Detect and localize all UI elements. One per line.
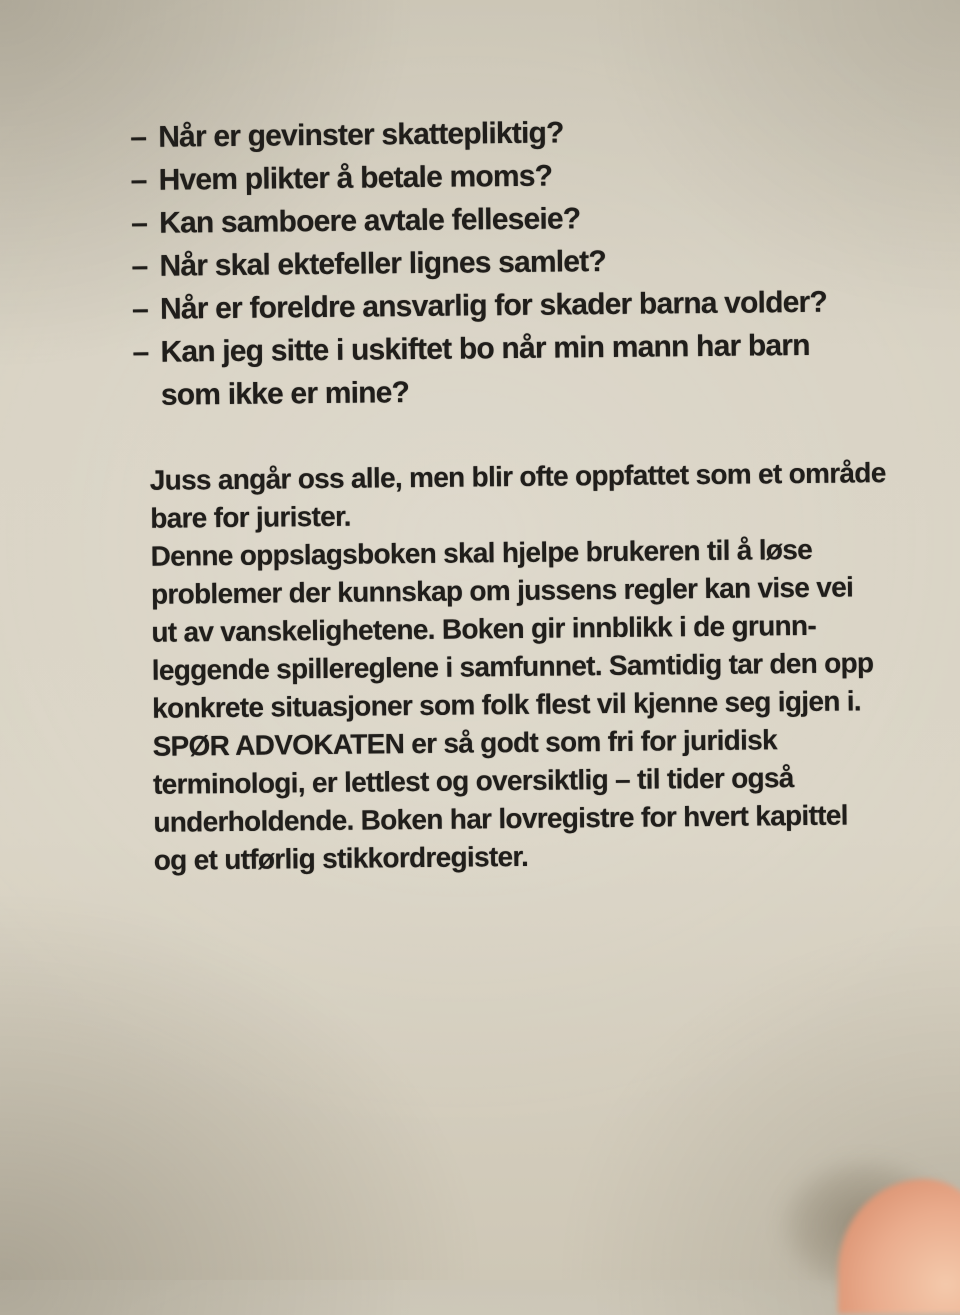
question-text: Kan jeg sitte i uskiftet bo når min mann har barn [160, 324, 810, 374]
question-dash: – [130, 116, 158, 159]
body-line: ut av vanskelighetene. Boken gir innblikk i de grunn- [151, 606, 935, 652]
body-line: bare for jurister. [150, 492, 934, 538]
body-line: problemer der kunnskap om jussens regler kan vise vei [151, 568, 935, 614]
body-line: leggende spillereglene i samfunnet. Samtidig tar den opp [152, 644, 936, 690]
cover-text-block [130, 108, 938, 880]
question-text: som ikke er mine? [161, 371, 410, 417]
question-text: Kan samboere avtale felleseie? [159, 197, 581, 244]
body-line: Denne oppslagsboken skal hjelpe brukeren til å løse [150, 530, 934, 576]
body-line: og et utførlig stikkordregister. [154, 834, 938, 880]
question-dash: – [131, 245, 159, 288]
body-line: konkrete situasjoner som folk flest vil kjenne seg igjen i. [152, 682, 936, 728]
body-line: Juss angår oss alle, men blir ofte oppfattet som et område [150, 454, 934, 500]
question-dash: – [132, 331, 160, 374]
body-line: terminologi, er lettlest og oversiktlig – til tider også [153, 758, 937, 804]
question-line [133, 366, 933, 417]
question-line [132, 280, 932, 331]
question-text: Hvem plikter å betale moms? [158, 155, 552, 202]
question-text: Når er foreldre ansvarlig for skader barna volder? [160, 281, 827, 331]
question-list [130, 108, 933, 417]
question-text: Når er gevinster skattepliktig? [158, 111, 564, 158]
body-line: SPØR ADVOKATEN er så godt som fri for juridisk [152, 720, 936, 766]
body-text [150, 454, 938, 880]
question-dash: – [132, 288, 160, 331]
question-dash: – [130, 159, 158, 202]
question-text: Når skal ektefeller lignes samlet? [159, 240, 606, 288]
body-line: underholdende. Boken har lovregistre for hvert kapittel [153, 796, 937, 842]
question-dash: – [131, 202, 159, 245]
